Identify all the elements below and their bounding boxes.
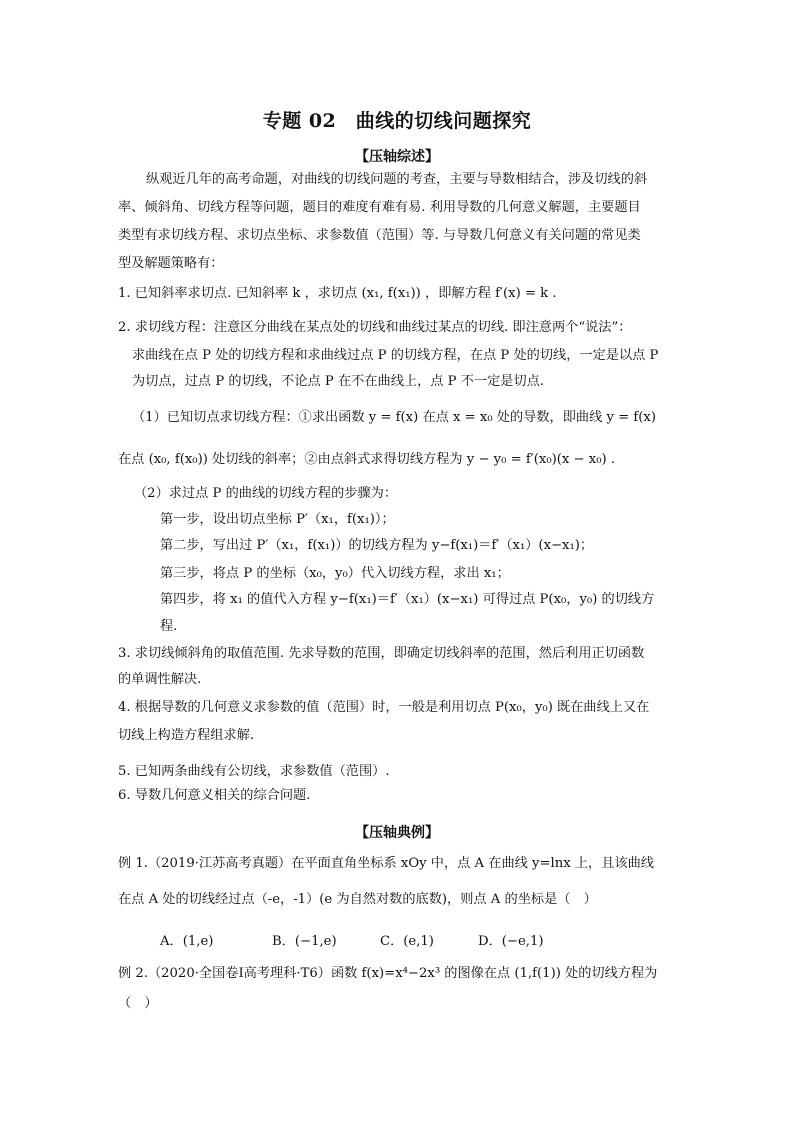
overview-line-2: 率、倾斜角、切线方程等问题，题目的难度有难有易. 利用导数的几何意义解题，主要题目 <box>118 200 641 215</box>
item-1: 1. 已知斜率求切点. 已知斜率 k ，求切点 (x₁, f(x₁)) ，即解方程 f′(x) = k . <box>118 286 557 301</box>
sub-2-heading: （2）求过点 P 的曲线的切线方程的步骤为： <box>134 486 398 501</box>
item-4-line-1: 4. 根据导数的几何意义求参数的值（范围）时，一般是利用切点 P(x₀，y₀) 既在曲线上又在 <box>118 700 650 715</box>
overview-line-4: 型及解题策略有： <box>118 256 224 271</box>
sub-1-line-1: （1）已知切点求切线方程：①求出函数 y = f(x) 在点 x = x₀ 处的导数，即曲线 y = f(x) <box>132 410 656 425</box>
item-6: 6. 导数几何意义相关的综合问题. <box>118 788 311 803</box>
overview-line-1: 纵观近几年的高考命题，对曲线的切线问题的考查，主要与导数相结合，涉及切线的斜 <box>146 172 648 187</box>
example-2-line-2: （ ） <box>118 996 158 1011</box>
example-1-line-2: 在点 A 处的切线经过点（-e，-1）(e 为自然对数的底数)，则点 A 的坐标是（ ） <box>118 892 597 907</box>
item-5: 5. 已知两条曲线有公切线，求参数值（范围）. <box>118 764 390 779</box>
step-2: 第二步，写出过 P′（x₁，f(x₁)）的切线方程为 y−f(x₁)＝f′（x₁）(x−x₁)； <box>160 538 594 553</box>
item-2-line-1: 2. 求切线方程：注意区分曲线在某点处的切线和曲线过某点的切线. 即注意两个“说法”： <box>118 320 632 335</box>
example-1-option-d: D．(−e,1) <box>478 934 544 949</box>
step-3: 第三步，将点 P 的坐标（x₀，y₀）代入切线方程，求出 x₁； <box>160 566 510 581</box>
overview-heading: 【压轴综述】 <box>355 149 439 165</box>
example-1-option-c: C．(e,1) <box>380 934 434 949</box>
item-4-line-2: 切线上构造方程组求解. <box>118 728 255 743</box>
sub-1-line-2: 在点 (x₀, f(x₀)) 处切线的斜率；②由点斜式求得切线方程为 y − y₀ = f′(x₀)(x − x₀) . <box>118 452 616 467</box>
item-2-line-2: 求曲线在点 P 处的切线方程和求曲线过点 P 的切线方程，在点 P 处的切线，一定是以点 P <box>132 348 659 363</box>
example-2-line-1: 例 2.（2020·全国卷Ⅰ高考理科·T6）函数 f(x)=x⁴−2x³ 的图像在点 (1,f(1)) 处的切线方程为 <box>118 966 658 981</box>
step-4: 第四步，将 x₁ 的值代入方程 y−f(x₁)＝f′（x₁）(x−x₁) 可得过点 P(x₀，y₀) 的切线方 <box>160 592 655 607</box>
examples-heading: 【压轴典例】 <box>355 825 439 841</box>
item-3-line-1: 3. 求切线倾斜角的取值范围. 先求导数的范围，即确定切线斜率的范围，然后利用正切函数 <box>118 646 645 661</box>
item-3-line-2: 的单调性解决. <box>118 672 202 687</box>
step-1: 第一步，设出切点坐标 P′（x₁，f(x₁)）； <box>160 512 395 527</box>
step-4-cont: 程. <box>160 619 178 634</box>
example-1-line-1: 例 1.（2019·江苏高考真题）在平面直角坐标系 xOy 中，点 A 在曲线 y=lnx 上，且该曲线 <box>118 856 654 871</box>
page-title: 专题 02 曲线的切线问题探究 <box>262 110 532 132</box>
example-1-option-b: B．(−1,e) <box>272 934 337 949</box>
overview-line-3: 类型有求切线方程、求切点坐标、求参数值（范围）等. 与导数几何意义有关问题的常见类 <box>118 228 641 243</box>
example-1-option-a: A．(1,e) <box>160 934 214 949</box>
item-2-line-3: 为切点，过点 P 的切线，不论点 P 在不在曲线上，点 P 不一定是切点. <box>132 374 545 389</box>
